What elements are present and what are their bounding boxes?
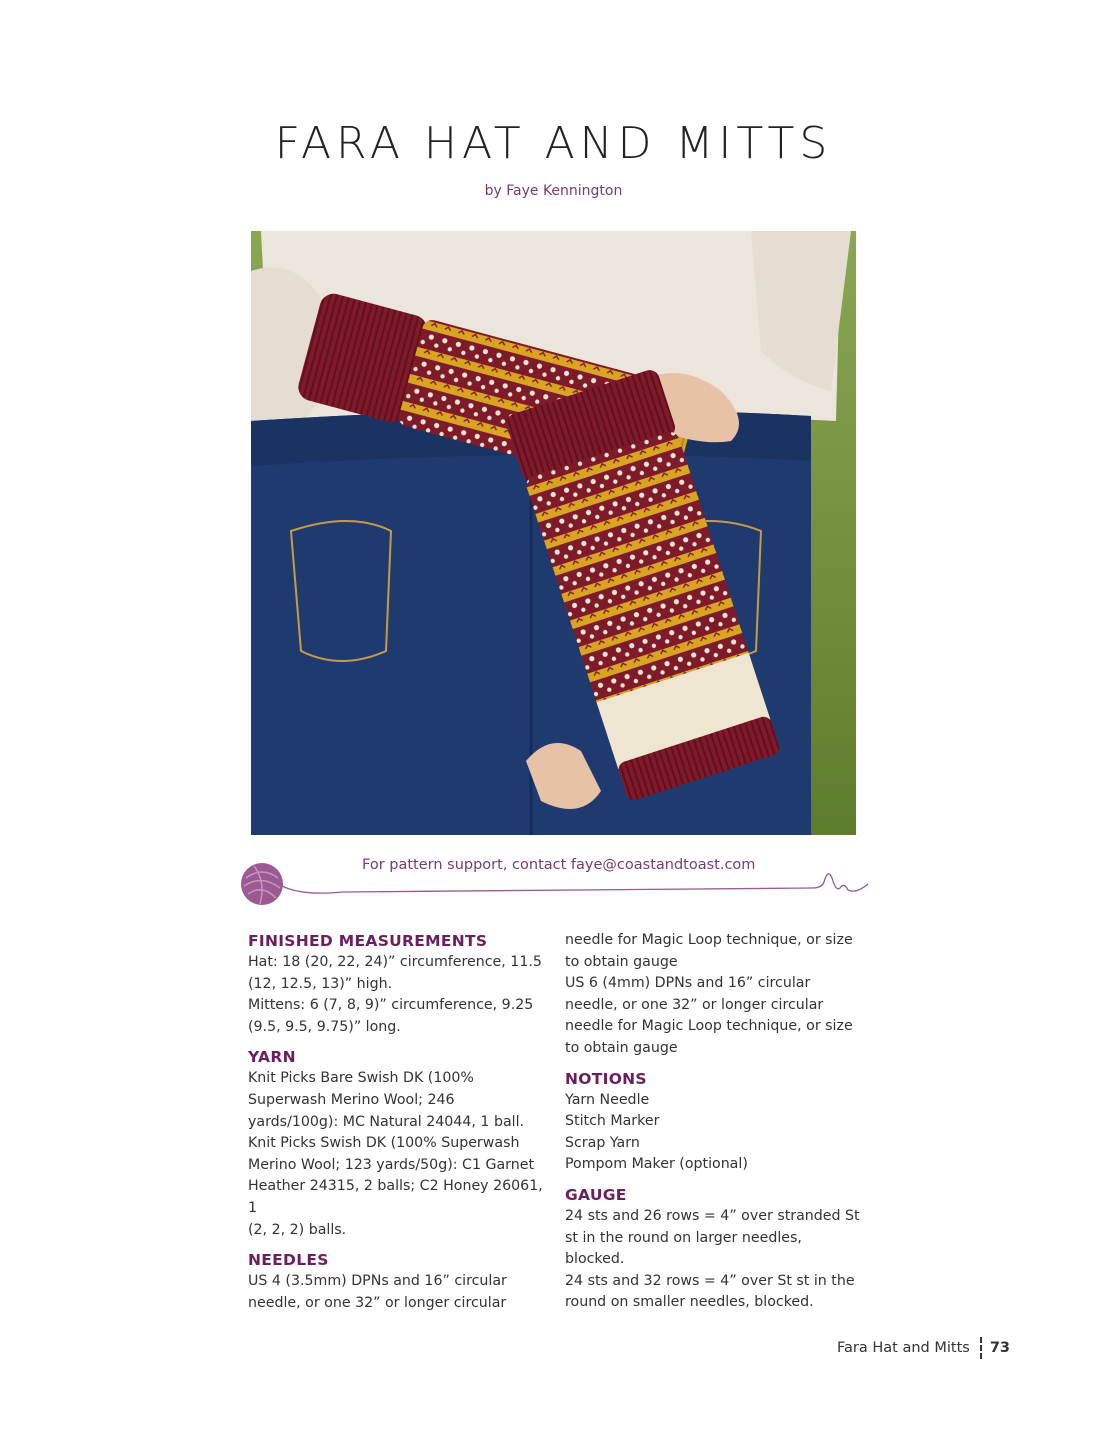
section-heading-finished-measurements: FINISHED MEASUREMENTS [248, 932, 488, 950]
needles-line: US 6 (4mm) DPNs and 16” circular [565, 975, 811, 992]
needles-line: to obtain gauge [565, 1039, 678, 1056]
section-heading-needles: NEEDLES [248, 1251, 329, 1270]
pattern-support-text: For pattern support, contact faye@coastandtoast.com [362, 857, 756, 873]
yarn-ball-icon [241, 863, 283, 905]
measurements-line: (12, 12.5, 13)” high. [248, 975, 393, 992]
right-column [565, 930, 865, 1314]
page-footer [837, 1337, 1010, 1359]
yarn-line: Merino Wool; 123 yards/50g): C1 Garnet [248, 1156, 535, 1173]
needles-line: needle, or one 32” or longer circular [565, 996, 824, 1013]
gauge-line: 24 sts and 26 rows = 4” over stranded St [565, 1207, 860, 1224]
knitted-mitts-photo [251, 231, 856, 835]
photo-illustration [251, 231, 856, 835]
yarn-line: Heather 24315, 2 balls; C2 Honey 26061, 1 [248, 1178, 543, 1216]
needles-line: needle for Magic Loop technique, or size [565, 932, 853, 948]
gauge-line: st in the round on larger needles, blocked. [565, 1229, 802, 1268]
measurements-line: (9.5, 9.5, 9.75)” long. [248, 1018, 401, 1035]
yarn-line: yards/100g): MC Natural 24044, 1 ball. [248, 1113, 525, 1130]
needles-line: needle for Magic Loop technique, or size [565, 1018, 853, 1035]
needles-line: US 4 (3.5mm) DPNs and 16” circular [248, 1273, 507, 1290]
measurements-line: Hat: 18 (20, 22, 24)” circumference, 11.5 [248, 954, 542, 970]
footer-separator [980, 1337, 982, 1359]
notions-line: Pompom Maker (optional) [565, 1156, 748, 1173]
yarn-line: Knit Picks Bare Swish DK (100% [248, 1070, 474, 1087]
yarn-line: Superwash Merino Wool; 246 [248, 1091, 455, 1108]
measurements-line: Mittens: 6 (7, 8, 9)” circumference, 9.25 [248, 997, 534, 1014]
left-column [248, 930, 548, 1314]
section-heading-yarn: YARN [248, 1048, 296, 1067]
gauge-line: 24 sts and 32 rows = 4” over St st in the [565, 1272, 855, 1289]
section-heading-notions: NOTIONS [565, 1069, 647, 1088]
footer-label: Fara Hat and Mitts [837, 1340, 970, 1356]
yarn-line: Knit Picks Swish DK (100% Superwash [248, 1135, 520, 1152]
page-number: 73 [989, 1340, 1010, 1356]
needles-line: to obtain gauge [565, 953, 678, 970]
gauge-line: round on smaller needles, blocked. [565, 1294, 814, 1311]
pattern-support-banner [232, 852, 877, 912]
author-byline: by Faye Kennington [484, 183, 623, 199]
yarn-line: (2, 2, 2) balls. [248, 1221, 347, 1238]
section-heading-gauge: GAUGE [565, 1185, 627, 1204]
needles-line: needle, or one 32” or longer circular [248, 1294, 507, 1311]
notions-line: Yarn Needle [565, 1091, 650, 1108]
notions-line: Stitch Marker [565, 1113, 660, 1130]
page-title: FARA HAT AND MITTS [274, 118, 833, 169]
notions-line: Scrap Yarn [565, 1134, 640, 1151]
